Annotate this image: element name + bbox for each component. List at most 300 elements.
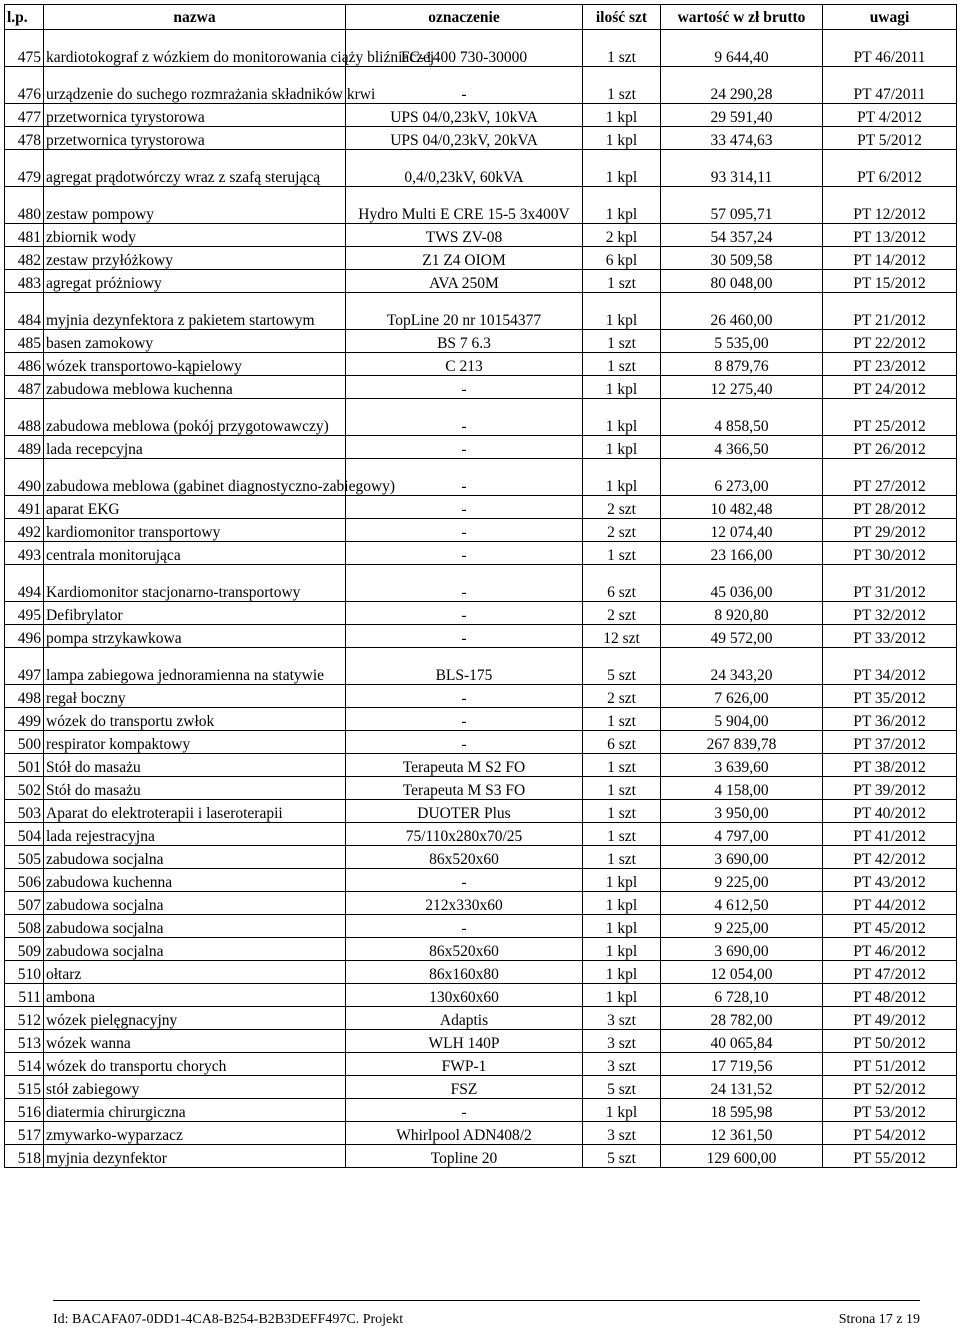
cell-lp: 476 [5, 67, 44, 104]
cell-lp: 509 [5, 938, 44, 961]
cell-ilosc: 1 kpl [583, 1099, 661, 1122]
cell-oznaczenie: Terapeuta M S2 FO [346, 754, 583, 777]
cell-lp: 507 [5, 892, 44, 915]
cell-wartosc: 9 225,00 [661, 915, 823, 938]
cell-nazwa: zestaw przyłóżkowy [44, 247, 346, 270]
cell-uwagi: PT 34/2012 [823, 648, 957, 685]
footer-page-number: Strona 17 z 19 [838, 1312, 920, 1327]
cell-oznaczenie: Z1 Z4 OIOM [346, 247, 583, 270]
cell-lp: 514 [5, 1053, 44, 1076]
cell-ilosc: 5 szt [583, 1076, 661, 1099]
cell-ilosc: 2 szt [583, 496, 661, 519]
cell-lp: 488 [5, 399, 44, 436]
cell-wartosc: 40 065,84 [661, 1030, 823, 1053]
cell-oznaczenie: TWS ZV-08 [346, 224, 583, 247]
cell-lp: 512 [5, 1007, 44, 1030]
cell-uwagi: PT 25/2012 [823, 399, 957, 436]
cell-uwagi: PT 33/2012 [823, 625, 957, 648]
cell-lp: 502 [5, 777, 44, 800]
cell-ilosc: 1 szt [583, 542, 661, 565]
cell-ilosc: 1 kpl [583, 938, 661, 961]
cell-uwagi: PT 32/2012 [823, 602, 957, 625]
table-row [5, 1145, 957, 1168]
cell-lp: 484 [5, 293, 44, 330]
table-row [5, 892, 957, 915]
cell-oznaczenie: FC-1400 730-30000 [346, 30, 583, 67]
cell-uwagi: PT 28/2012 [823, 496, 957, 519]
cell-wartosc: 7 626,00 [661, 685, 823, 708]
cell-nazwa: Defibrylator [44, 602, 346, 625]
cell-ilosc: 1 kpl [583, 150, 661, 187]
footer-document-id: Id: BACAFA07-0DD1-4CA8-B254-B2B3DEFF497C. Projekt [53, 1312, 404, 1327]
cell-nazwa: centrala monitorująca [44, 542, 346, 565]
cell-nazwa: stół zabiegowy [44, 1076, 346, 1099]
table-row [5, 127, 957, 150]
cell-wartosc: 4 797,00 [661, 823, 823, 846]
cell-ilosc: 3 szt [583, 1030, 661, 1053]
table-row [5, 685, 957, 708]
table-row [5, 961, 957, 984]
table-row [5, 648, 957, 685]
footer-divider [53, 1300, 920, 1301]
cell-nazwa: Stół do masażu [44, 777, 346, 800]
cell-ilosc: 1 kpl [583, 127, 661, 150]
cell-oznaczenie: 0,4/0,23kV, 60kVA [346, 150, 583, 187]
cell-nazwa: aparat EKG [44, 496, 346, 519]
cell-lp: 510 [5, 961, 44, 984]
cell-nazwa: zabudowa socjalna [44, 915, 346, 938]
cell-nazwa: regał boczny [44, 685, 346, 708]
cell-oznaczenie: - [346, 436, 583, 459]
cell-uwagi: PT 35/2012 [823, 685, 957, 708]
cell-uwagi: PT 52/2012 [823, 1076, 957, 1099]
cell-lp: 489 [5, 436, 44, 459]
cell-ilosc: 1 szt [583, 330, 661, 353]
cell-ilosc: 1 szt [583, 846, 661, 869]
table-row [5, 823, 957, 846]
cell-oznaczenie: - [346, 685, 583, 708]
cell-oznaczenie: - [346, 542, 583, 565]
cell-uwagi: PT 39/2012 [823, 777, 957, 800]
cell-wartosc: 12 275,40 [661, 376, 823, 399]
table-row [5, 1122, 957, 1145]
cell-nazwa: diatermia chirurgiczna [44, 1099, 346, 1122]
cell-wartosc: 24 131,52 [661, 1076, 823, 1099]
cell-wartosc: 4 366,50 [661, 436, 823, 459]
cell-ilosc: 1 szt [583, 800, 661, 823]
cell-uwagi: PT 53/2012 [823, 1099, 957, 1122]
cell-lp: 499 [5, 708, 44, 731]
cell-uwagi: PT 46/2012 [823, 938, 957, 961]
cell-nazwa: zabudowa meblowa kuchenna [44, 376, 346, 399]
cell-nazwa: myjnia dezynfektora z pakietem startowym [44, 293, 346, 330]
table-row [5, 754, 957, 777]
cell-oznaczenie: TopLine 20 nr 10154377 [346, 293, 583, 330]
cell-oznaczenie: 75/110x280x70/25 [346, 823, 583, 846]
cell-wartosc: 17 719,56 [661, 1053, 823, 1076]
cell-lp: 513 [5, 1030, 44, 1053]
cell-wartosc: 3 690,00 [661, 846, 823, 869]
cell-nazwa: agregat próżniowy [44, 270, 346, 293]
cell-nazwa: zabudowa socjalna [44, 892, 346, 915]
cell-nazwa: przetwornica tyrystorowa [44, 104, 346, 127]
cell-ilosc: 2 szt [583, 602, 661, 625]
column-header-nazwa: nazwa [44, 5, 346, 30]
cell-lp: 479 [5, 150, 44, 187]
cell-ilosc: 1 kpl [583, 459, 661, 496]
cell-uwagi: PT 12/2012 [823, 187, 957, 224]
table-row [5, 330, 957, 353]
cell-lp: 497 [5, 648, 44, 685]
table-row [5, 1007, 957, 1030]
cell-wartosc: 33 474,63 [661, 127, 823, 150]
table-row [5, 1076, 957, 1099]
cell-nazwa: agregat prądotwórczy wraz z szafą sterującą [44, 150, 346, 187]
table-header [5, 5, 957, 30]
cell-nazwa: basen zamokowy [44, 330, 346, 353]
table-row [5, 270, 957, 293]
cell-nazwa: zbiornik wody [44, 224, 346, 247]
cell-ilosc: 1 kpl [583, 399, 661, 436]
cell-oznaczenie: Hydro Multi E CRE 15-5 3x400V [346, 187, 583, 224]
cell-wartosc: 23 166,00 [661, 542, 823, 565]
cell-uwagi: PT 6/2012 [823, 150, 957, 187]
table-row [5, 625, 957, 648]
cell-nazwa: zabudowa meblowa (pokój przygotowawczy) [44, 399, 346, 436]
cell-ilosc: 1 szt [583, 270, 661, 293]
cell-uwagi: PT 43/2012 [823, 869, 957, 892]
cell-wartosc: 5 904,00 [661, 708, 823, 731]
cell-uwagi: PT 38/2012 [823, 754, 957, 777]
cell-lp: 505 [5, 846, 44, 869]
cell-ilosc: 1 kpl [583, 376, 661, 399]
table-row [5, 1053, 957, 1076]
column-header-wartosc: wartość w zł brutto [661, 5, 823, 30]
cell-nazwa: zabudowa socjalna [44, 846, 346, 869]
table-row [5, 67, 957, 104]
cell-lp: 496 [5, 625, 44, 648]
cell-oznaczenie: - [346, 625, 583, 648]
table-row [5, 150, 957, 187]
cell-uwagi: PT 40/2012 [823, 800, 957, 823]
cell-wartosc: 80 048,00 [661, 270, 823, 293]
inventory-table [4, 4, 957, 1168]
cell-ilosc: 1 szt [583, 754, 661, 777]
cell-lp: 490 [5, 459, 44, 496]
cell-nazwa: Aparat do elektroterapii i laseroterapii [44, 800, 346, 823]
cell-wartosc: 49 572,00 [661, 625, 823, 648]
cell-wartosc: 26 460,00 [661, 293, 823, 330]
cell-uwagi: PT 36/2012 [823, 708, 957, 731]
table-row [5, 1099, 957, 1122]
cell-lp: 501 [5, 754, 44, 777]
cell-oznaczenie: FSZ [346, 1076, 583, 1099]
cell-wartosc: 24 343,20 [661, 648, 823, 685]
cell-nazwa: zmywarko-wyparzacz [44, 1122, 346, 1145]
cell-wartosc: 29 591,40 [661, 104, 823, 127]
cell-lp: 498 [5, 685, 44, 708]
table-row [5, 846, 957, 869]
cell-uwagi: PT 50/2012 [823, 1030, 957, 1053]
cell-uwagi: PT 22/2012 [823, 330, 957, 353]
cell-nazwa: wózek wanna [44, 1030, 346, 1053]
cell-uwagi: PT 44/2012 [823, 892, 957, 915]
cell-ilosc: 1 kpl [583, 915, 661, 938]
cell-oznaczenie: Adaptis [346, 1007, 583, 1030]
cell-uwagi: PT 54/2012 [823, 1122, 957, 1145]
cell-ilosc: 1 szt [583, 30, 661, 67]
column-header-oznaczenie: oznaczenie [346, 5, 583, 30]
table-row [5, 353, 957, 376]
table-row [5, 915, 957, 938]
cell-lp: 492 [5, 519, 44, 542]
cell-lp: 477 [5, 104, 44, 127]
cell-nazwa: lampa zabiegowa jednoramienna na statywie [44, 648, 346, 685]
cell-wartosc: 3 690,00 [661, 938, 823, 961]
cell-nazwa: ołtarz [44, 961, 346, 984]
table-row [5, 984, 957, 1007]
cell-nazwa: Stół do masażu [44, 754, 346, 777]
table-row [5, 187, 957, 224]
cell-wartosc: 6 273,00 [661, 459, 823, 496]
cell-nazwa: wózek transportowo-kąpielowy [44, 353, 346, 376]
cell-lp: 493 [5, 542, 44, 565]
cell-wartosc: 12 361,50 [661, 1122, 823, 1145]
cell-wartosc: 5 535,00 [661, 330, 823, 353]
cell-nazwa: lada recepcyjna [44, 436, 346, 459]
cell-uwagi: PT 55/2012 [823, 1145, 957, 1168]
cell-lp: 506 [5, 869, 44, 892]
cell-oznaczenie: - [346, 565, 583, 602]
cell-uwagi: PT 46/2011 [823, 30, 957, 67]
table-row [5, 104, 957, 127]
cell-uwagi: PT 21/2012 [823, 293, 957, 330]
cell-wartosc: 12 074,40 [661, 519, 823, 542]
cell-uwagi: PT 24/2012 [823, 376, 957, 399]
table-row [5, 565, 957, 602]
cell-oznaczenie: UPS 04/0,23kV, 10kVA [346, 104, 583, 127]
cell-ilosc: 1 kpl [583, 293, 661, 330]
cell-lp: 508 [5, 915, 44, 938]
table-row [5, 869, 957, 892]
cell-wartosc: 12 054,00 [661, 961, 823, 984]
cell-uwagi: PT 14/2012 [823, 247, 957, 270]
cell-lp: 481 [5, 224, 44, 247]
cell-wartosc: 3 639,60 [661, 754, 823, 777]
cell-uwagi: PT 37/2012 [823, 731, 957, 754]
cell-wartosc: 6 728,10 [661, 984, 823, 1007]
cell-lp: 485 [5, 330, 44, 353]
cell-uwagi: PT 4/2012 [823, 104, 957, 127]
cell-nazwa: zabudowa meblowa (gabinet diagnostyczno-zabiegowy) [44, 459, 346, 496]
table-row [5, 459, 957, 496]
table-row [5, 777, 957, 800]
cell-uwagi: PT 31/2012 [823, 565, 957, 602]
cell-uwagi: PT 47/2012 [823, 961, 957, 984]
cell-lp: 518 [5, 1145, 44, 1168]
cell-nazwa: respirator kompaktowy [44, 731, 346, 754]
cell-uwagi: PT 13/2012 [823, 224, 957, 247]
cell-wartosc: 30 509,58 [661, 247, 823, 270]
cell-ilosc: 6 szt [583, 565, 661, 602]
cell-ilosc: 1 szt [583, 67, 661, 104]
cell-oznaczenie: 212x330x60 [346, 892, 583, 915]
cell-lp: 478 [5, 127, 44, 150]
cell-lp: 494 [5, 565, 44, 602]
cell-ilosc: 1 kpl [583, 436, 661, 459]
cell-nazwa: myjnia dezynfektor [44, 1145, 346, 1168]
cell-oznaczenie: - [346, 519, 583, 542]
cell-oznaczenie: Terapeuta M S3 FO [346, 777, 583, 800]
cell-oznaczenie: - [346, 602, 583, 625]
cell-wartosc: 24 290,28 [661, 67, 823, 104]
cell-oznaczenie: - [346, 708, 583, 731]
cell-wartosc: 28 782,00 [661, 1007, 823, 1030]
cell-wartosc: 9 644,40 [661, 30, 823, 67]
cell-uwagi: PT 48/2012 [823, 984, 957, 1007]
column-header-lp: l.p. [5, 5, 44, 30]
cell-oznaczenie: 86x520x60 [346, 938, 583, 961]
cell-ilosc: 6 szt [583, 731, 661, 754]
cell-lp: 487 [5, 376, 44, 399]
cell-lp: 516 [5, 1099, 44, 1122]
cell-wartosc: 10 482,48 [661, 496, 823, 519]
cell-uwagi: PT 27/2012 [823, 459, 957, 496]
cell-lp: 482 [5, 247, 44, 270]
table-body [5, 30, 957, 1168]
cell-oznaczenie: Whirlpool ADN408/2 [346, 1122, 583, 1145]
cell-uwagi: PT 29/2012 [823, 519, 957, 542]
cell-nazwa: zestaw pompowy [44, 187, 346, 224]
cell-ilosc: 1 kpl [583, 961, 661, 984]
cell-ilosc: 1 kpl [583, 187, 661, 224]
table-row [5, 293, 957, 330]
cell-ilosc: 3 szt [583, 1007, 661, 1030]
table-row [5, 602, 957, 625]
cell-nazwa: ambona [44, 984, 346, 1007]
cell-wartosc: 93 314,11 [661, 150, 823, 187]
cell-nazwa: zabudowa kuchenna [44, 869, 346, 892]
cell-oznaczenie: 86x160x80 [346, 961, 583, 984]
cell-oznaczenie: - [346, 67, 583, 104]
cell-oznaczenie: - [346, 399, 583, 436]
cell-wartosc: 4 858,50 [661, 399, 823, 436]
cell-uwagi: PT 23/2012 [823, 353, 957, 376]
cell-lp: 511 [5, 984, 44, 1007]
cell-ilosc: 2 szt [583, 685, 661, 708]
cell-uwagi: PT 42/2012 [823, 846, 957, 869]
cell-ilosc: 1 szt [583, 823, 661, 846]
cell-oznaczenie: Topline 20 [346, 1145, 583, 1168]
cell-oznaczenie: - [346, 376, 583, 399]
cell-uwagi: PT 41/2012 [823, 823, 957, 846]
cell-nazwa: zabudowa socjalna [44, 938, 346, 961]
cell-wartosc: 54 357,24 [661, 224, 823, 247]
cell-uwagi: PT 15/2012 [823, 270, 957, 293]
cell-wartosc: 4 158,00 [661, 777, 823, 800]
cell-lp: 504 [5, 823, 44, 846]
table-row [5, 1030, 957, 1053]
cell-ilosc: 5 szt [583, 648, 661, 685]
cell-uwagi: PT 30/2012 [823, 542, 957, 565]
cell-nazwa: Kardiomonitor stacjonarno-transportowy [44, 565, 346, 602]
cell-nazwa: pompa strzykawkowa [44, 625, 346, 648]
cell-lp: 495 [5, 602, 44, 625]
cell-wartosc: 4 612,50 [661, 892, 823, 915]
cell-wartosc: 8 879,76 [661, 353, 823, 376]
cell-ilosc: 1 szt [583, 353, 661, 376]
cell-uwagi: PT 49/2012 [823, 1007, 957, 1030]
cell-uwagi: PT 51/2012 [823, 1053, 957, 1076]
cell-lp: 517 [5, 1122, 44, 1145]
cell-ilosc: 5 szt [583, 1145, 661, 1168]
cell-ilosc: 2 kpl [583, 224, 661, 247]
table-row [5, 436, 957, 459]
cell-ilosc: 1 kpl [583, 104, 661, 127]
cell-nazwa: wózek do transportu chorych [44, 1053, 346, 1076]
cell-ilosc: 12 szt [583, 625, 661, 648]
cell-wartosc: 267 839,78 [661, 731, 823, 754]
cell-oznaczenie: 130x60x60 [346, 984, 583, 1007]
cell-lp: 483 [5, 270, 44, 293]
table-row [5, 542, 957, 565]
cell-lp: 491 [5, 496, 44, 519]
cell-oznaczenie: BLS-175 [346, 648, 583, 685]
cell-oznaczenie: - [346, 1099, 583, 1122]
cell-oznaczenie: 86x520x60 [346, 846, 583, 869]
table-row [5, 399, 957, 436]
cell-wartosc: 18 595,98 [661, 1099, 823, 1122]
cell-nazwa: kardiotokograf z wózkiem do monitorowania ciąży bliźniaczej [44, 30, 346, 67]
cell-oznaczenie: C 213 [346, 353, 583, 376]
cell-ilosc: 2 szt [583, 519, 661, 542]
cell-oznaczenie: DUOTER Plus [346, 800, 583, 823]
cell-uwagi: PT 5/2012 [823, 127, 957, 150]
header-row [5, 5, 957, 30]
table-row [5, 938, 957, 961]
cell-nazwa: wózek do transportu zwłok [44, 708, 346, 731]
cell-ilosc: 3 szt [583, 1122, 661, 1145]
table-row [5, 30, 957, 67]
cell-lp: 486 [5, 353, 44, 376]
cell-ilosc: 3 szt [583, 1053, 661, 1076]
cell-uwagi: PT 26/2012 [823, 436, 957, 459]
cell-wartosc: 3 950,00 [661, 800, 823, 823]
cell-uwagi: PT 47/2011 [823, 67, 957, 104]
cell-oznaczenie: UPS 04/0,23kV, 20kVA [346, 127, 583, 150]
cell-ilosc: 1 kpl [583, 892, 661, 915]
cell-oznaczenie: - [346, 496, 583, 519]
cell-nazwa: wózek pielęgnacyjny [44, 1007, 346, 1030]
cell-nazwa: przetwornica tyrystorowa [44, 127, 346, 150]
table-row [5, 496, 957, 519]
cell-lp: 475 [5, 30, 44, 67]
cell-oznaczenie: - [346, 459, 583, 496]
cell-oznaczenie: - [346, 731, 583, 754]
column-header-uwagi: uwagi [823, 5, 957, 30]
table-row [5, 708, 957, 731]
table-row [5, 247, 957, 270]
cell-oznaczenie: BS 7 6.3 [346, 330, 583, 353]
cell-oznaczenie: - [346, 915, 583, 938]
table-row [5, 376, 957, 399]
cell-lp: 500 [5, 731, 44, 754]
cell-wartosc: 9 225,00 [661, 869, 823, 892]
cell-lp: 480 [5, 187, 44, 224]
cell-nazwa: lada rejestracyjna [44, 823, 346, 846]
table-row [5, 519, 957, 542]
cell-lp: 503 [5, 800, 44, 823]
